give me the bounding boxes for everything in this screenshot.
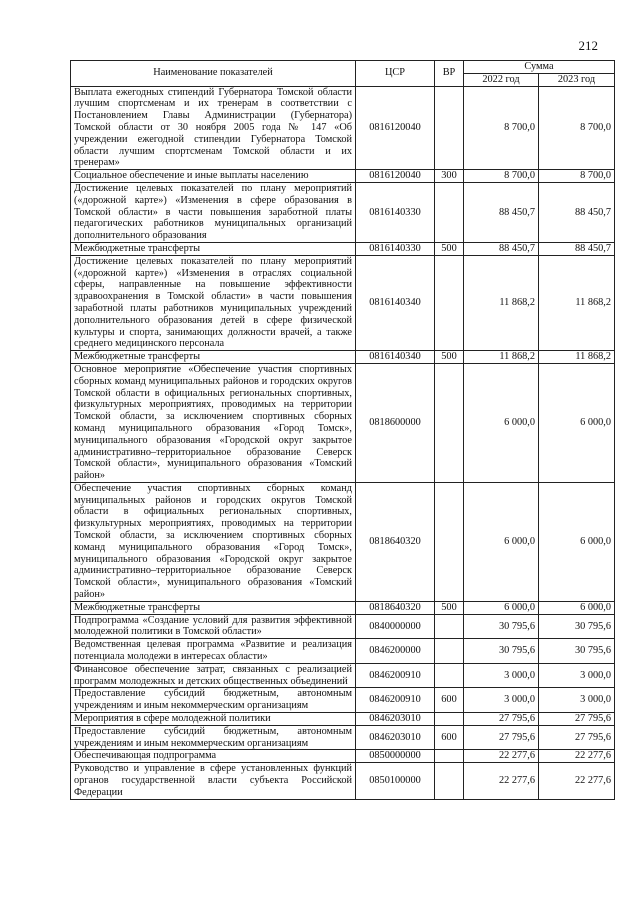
- row-sum-2023: 11 868,2: [539, 351, 615, 364]
- table-row: [71, 482, 615, 601]
- row-sum-2022: 3 000,0: [464, 688, 539, 713]
- row-vr: [435, 363, 464, 482]
- row-csr: 0850000000: [356, 750, 435, 763]
- row-vr: 500: [435, 601, 464, 614]
- row-sum-2023: 22 277,6: [539, 763, 615, 799]
- row-name: Руководство и управление в сфере установленных функций органов государственной власти субъекта Российской Федерации: [71, 763, 356, 799]
- row-sum-2022: 8 700,0: [464, 170, 539, 183]
- row-name: Достижение целевых показателей по плану мероприятий («дорожной карте») «Изменения в отраслях социальной сферы, направленные на повышение эффективности здравоохранения в Томской области» в части повышения заработной платы работников муниципальных учреждений дополнительного образования детей в сфере физической культуры и спорта, занимающих должности врачей, а также среднего медицинского персонала: [71, 255, 356, 350]
- row-sum-2023: 6 000,0: [539, 601, 615, 614]
- row-csr: 0846200910: [356, 688, 435, 713]
- header-year-2023: 2023 год: [539, 73, 615, 86]
- row-name: Основное мероприятие «Обеспечение участия спортивных сборных команд муниципальных районов и городских округов Томской области в официальных региональных спортивных, физкультурных мероприятиях, проводимых на территории Томской области, за исключением спортивных сборных команд муниципального образования «Город Томск», муниципального образования «Городской округ закрытое административно–территориальное образование Северск Томской области», муниципального образования «Томский район»: [71, 363, 356, 482]
- row-csr: 0816140330: [356, 242, 435, 255]
- row-sum-2023: 30 795,6: [539, 614, 615, 639]
- budget-table: [70, 60, 615, 800]
- header-name: Наименование показателей: [71, 61, 356, 87]
- row-csr: 0846203010: [356, 725, 435, 750]
- row-sum-2022: 8 700,0: [464, 86, 539, 170]
- row-name: Социальное обеспечение и иные выплаты населению: [71, 170, 356, 183]
- row-vr: [435, 86, 464, 170]
- header-year-2022: 2022 год: [464, 73, 539, 86]
- row-csr: 0846200000: [356, 639, 435, 664]
- row-csr: 0846203010: [356, 713, 435, 726]
- page-number: 212: [578, 38, 598, 53]
- row-sum-2023: 30 795,6: [539, 639, 615, 664]
- row-sum-2022: 3 000,0: [464, 663, 539, 688]
- row-vr: [435, 713, 464, 726]
- row-csr: 0816140340: [356, 255, 435, 350]
- row-sum-2022: 27 795,6: [464, 725, 539, 750]
- row-csr: 0816140330: [356, 182, 435, 242]
- row-sum-2022: 27 795,6: [464, 713, 539, 726]
- row-csr: 0850100000: [356, 763, 435, 799]
- row-name: Обеспечивающая подпрограмма: [71, 750, 356, 763]
- row-vr: 600: [435, 688, 464, 713]
- header-csr: ЦСР: [356, 61, 435, 87]
- row-sum-2022: 30 795,6: [464, 639, 539, 664]
- row-vr: [435, 182, 464, 242]
- row-vr: [435, 614, 464, 639]
- row-name: Мероприятия в сфере молодежной политики: [71, 713, 356, 726]
- row-sum-2022: 6 000,0: [464, 601, 539, 614]
- row-sum-2022: 30 795,6: [464, 614, 539, 639]
- row-name: Ведомственная целевая программа «Развитие и реализация потенциала молодежи в интересах области»: [71, 639, 356, 664]
- table-row: [71, 663, 615, 688]
- row-vr: [435, 763, 464, 799]
- row-sum-2023: 88 450,7: [539, 242, 615, 255]
- row-sum-2023: 22 277,6: [539, 750, 615, 763]
- table-row: [71, 86, 615, 170]
- row-sum-2023: 3 000,0: [539, 663, 615, 688]
- row-sum-2023: 88 450,7: [539, 182, 615, 242]
- row-vr: 500: [435, 242, 464, 255]
- row-name: Предоставление субсидий бюджетным, автономным учреждениям и иным некоммерческим организациям: [71, 725, 356, 750]
- row-name: Предоставление субсидий бюджетным, автономным учреждениям и иным некоммерческим организациям: [71, 688, 356, 713]
- row-name: Достижение целевых показателей по плану мероприятий («дорожной карте») «Изменения в сфере образования в Томской области» в части повышения заработной платы педагогических работников муниципальных организаций дополнительного образования: [71, 182, 356, 242]
- row-csr: 0816140340: [356, 351, 435, 364]
- row-csr: 0816120040: [356, 86, 435, 170]
- table-row: [71, 725, 615, 750]
- table-row: [71, 242, 615, 255]
- row-name: Межбюджетные трансферты: [71, 351, 356, 364]
- table-row: [71, 750, 615, 763]
- table-row: [71, 363, 615, 482]
- row-sum-2022: 22 277,6: [464, 763, 539, 799]
- row-vr: [435, 750, 464, 763]
- row-sum-2022: 88 450,7: [464, 182, 539, 242]
- table-row: [71, 170, 615, 183]
- row-csr: 0840000000: [356, 614, 435, 639]
- row-vr: 500: [435, 351, 464, 364]
- row-vr: [435, 663, 464, 688]
- row-sum-2022: 6 000,0: [464, 482, 539, 601]
- header-sum: Сумма: [464, 61, 615, 74]
- row-csr: 0846200910: [356, 663, 435, 688]
- row-csr: 0818640320: [356, 601, 435, 614]
- table-row: [71, 713, 615, 726]
- row-sum-2022: 11 868,2: [464, 255, 539, 350]
- row-name: Обеспечение участия спортивных сборных команд муниципальных районов и городских округов Томской области в официальных региональных спортивных, физкультурных мероприятиях, проводимых на территории Томской области, за исключением спортивных сборных команд муниципального образования «Город Томск», муниципального образования «Городской округ закрытое административно–территориальное образование Северск Томской области», муниципального образования «Томский район»: [71, 482, 356, 601]
- row-csr: 0818600000: [356, 363, 435, 482]
- table-row: [71, 182, 615, 242]
- row-sum-2023: 6 000,0: [539, 482, 615, 601]
- row-sum-2023: 8 700,0: [539, 86, 615, 170]
- row-name: Межбюджетные трансферты: [71, 601, 356, 614]
- row-sum-2022: 11 868,2: [464, 351, 539, 364]
- row-sum-2022: 88 450,7: [464, 242, 539, 255]
- row-sum-2023: 8 700,0: [539, 170, 615, 183]
- row-sum-2022: 6 000,0: [464, 363, 539, 482]
- row-sum-2023: 27 795,6: [539, 713, 615, 726]
- table-row: [71, 351, 615, 364]
- row-sum-2023: 3 000,0: [539, 688, 615, 713]
- header-vr: ВР: [435, 61, 464, 87]
- row-sum-2022: 22 277,6: [464, 750, 539, 763]
- row-vr: 600: [435, 725, 464, 750]
- table-row: [71, 688, 615, 713]
- row-vr: 300: [435, 170, 464, 183]
- row-name: Финансовое обеспечение затрат, связанных с реализацией программ молодежных и детских общественных объединений: [71, 663, 356, 688]
- row-name: Выплата ежегодных стипендий Губернатора Томской области лучшим спортсменам и их тренерам в соответствии с Постановлением Главы Администрации (Губернатора) Томской области от 30 ноября 2005 года № 147 «Об учреждении ежегодной стипендии Губернатора Томской области лучшим спортсменам Томской области и их тренерам»: [71, 86, 356, 170]
- row-csr: 0818640320: [356, 482, 435, 601]
- row-sum-2023: 27 795,6: [539, 725, 615, 750]
- row-vr: [435, 255, 464, 350]
- table-row: [71, 255, 615, 350]
- row-vr: [435, 482, 464, 601]
- table-row: [71, 601, 615, 614]
- row-name: Подпрограмма «Создание условий для развития эффективной молодежной политики в Томской области»: [71, 614, 356, 639]
- table-row: [71, 763, 615, 799]
- row-csr: 0816120040: [356, 170, 435, 183]
- table-row: [71, 614, 615, 639]
- row-sum-2023: 6 000,0: [539, 363, 615, 482]
- row-vr: [435, 639, 464, 664]
- row-name: Межбюджетные трансферты: [71, 242, 356, 255]
- row-sum-2023: 11 868,2: [539, 255, 615, 350]
- table-row: [71, 639, 615, 664]
